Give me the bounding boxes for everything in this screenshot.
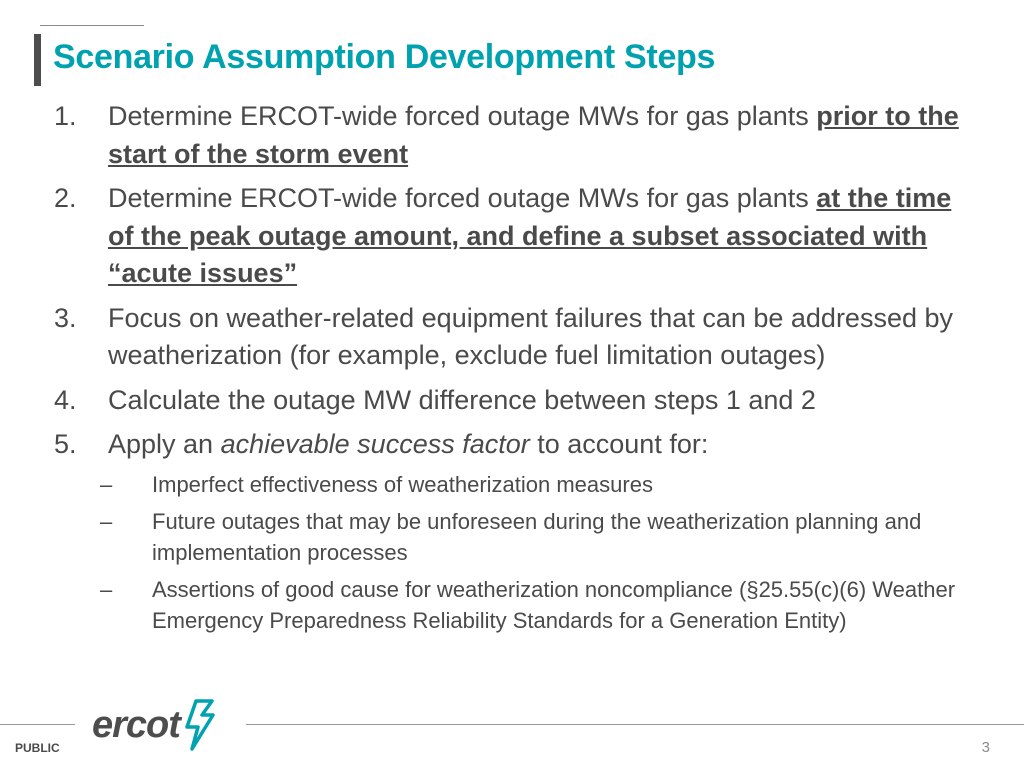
classification-label: PUBLIC (15, 741, 60, 755)
step-text: Calculate the outage MW difference between steps 1 and 2 (108, 384, 816, 415)
lightning-bolt-icon (182, 699, 216, 751)
step-emphasis: at the time of the peak outage amount, and define a subset associated with “acute issues” (108, 183, 952, 288)
step-text: Determine ERCOT-wide forced outage MWs for gas plants (108, 183, 817, 213)
sub-text: Imperfect effectiveness of weatherization measures (152, 471, 653, 497)
step-emphasis: prior to the start of the storm event (108, 101, 959, 169)
sub-dash: – (100, 471, 113, 497)
steps-list (54, 98, 984, 642)
step-number: 2. (54, 183, 77, 213)
sub-text: Assertions of good cause for weatherization noncompliance (§25.55(c)(6) Weather Emergency Preparedness Reliability Standards for a Generation Entity) (152, 576, 956, 633)
step-number: 1. (54, 101, 77, 131)
step-5 (54, 426, 984, 464)
top-rule (40, 25, 144, 26)
sub-text: Future outages that may be unforeseen during the weatherization planning and implementation processes (152, 508, 922, 565)
slide-title: Scenario Assumption Development Steps (53, 38, 716, 76)
footer-rule-right (246, 724, 1024, 725)
step-text-after: to account for: (529, 429, 709, 459)
sub-list (54, 469, 984, 636)
step-1 (54, 98, 984, 173)
step-number: 4. (54, 384, 77, 415)
step-text: Focus on weather-related equipment failures that can be addressed by weatherization (for example, exclude fuel limitation outages) (108, 302, 954, 370)
page-number: 3 (981, 739, 990, 756)
title-accent-bar (34, 34, 41, 86)
step-text: Determine ERCOT-wide forced outage MWs for gas plants (108, 101, 817, 131)
step-3 (54, 300, 984, 375)
ercot-logo (92, 697, 216, 753)
step-2 (54, 180, 984, 293)
logo-text: ercot (92, 703, 180, 746)
step-number: 5. (54, 429, 77, 459)
sub-dash: – (100, 508, 113, 534)
sub-item (54, 469, 984, 500)
step-number: 3. (54, 302, 77, 333)
sub-dash: – (100, 576, 113, 602)
step-text: Apply an (108, 429, 221, 459)
step-4 (54, 382, 984, 420)
sub-item (54, 506, 984, 568)
footer-rule-left (0, 724, 75, 725)
sub-item (54, 574, 984, 636)
step-italic: achievable success factor (220, 429, 530, 459)
